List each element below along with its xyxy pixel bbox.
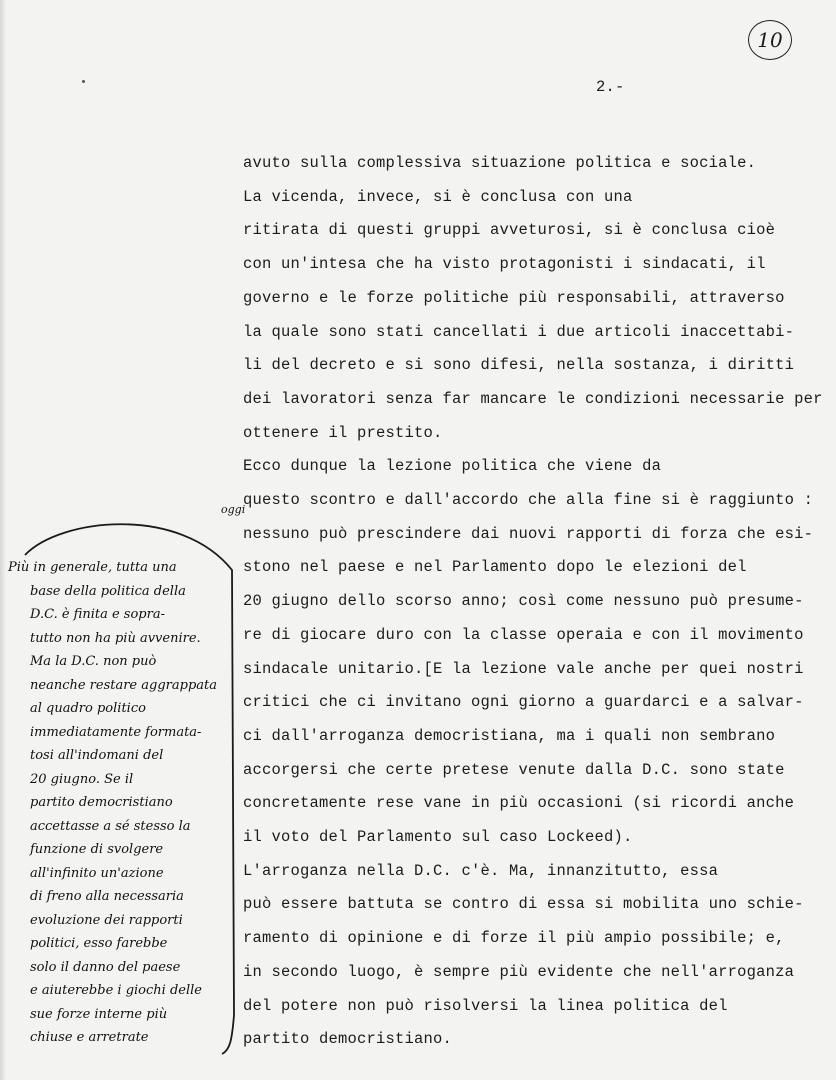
body-line: governo e le forze politiche più responsabili, attraverso [243,288,785,307]
margin-note-line: D.C. è finita e sopra- [30,607,165,622]
body-line: la quale sono stati cancellati i due articoli inaccettabi- [243,322,795,341]
body-line: sindacale unitario.[E la lezione vale anche per quei nostri [243,659,804,678]
handwritten-margin-note [0,510,243,1055]
body-line: in secondo luogo, è sempre più evidente che nell'arroganza [243,962,795,981]
body-line: La vicenda, invece, si è conclusa con una [243,187,633,206]
body-line: il voto del Parlamento sul caso Lockeed). [243,828,633,846]
body-line: dei lavoratori senza far mancare le condizioni necessarie per [243,389,823,408]
body-line: critici che ci invitano ogni giorno a guardarci e a salvar- [243,693,804,712]
body-line: re di giocare duro con la classe operaia e con il movimento [243,625,804,644]
body-line: Ecco dunque la lezione politica che viene da [243,457,662,476]
stray-mark [82,80,85,83]
margin-note-line: funzione di svolgere [30,842,164,857]
margin-note-line: all'infinito un'azione [30,865,164,881]
body-line: può essere battuta se contro di essa si mobilita uno schie- [243,895,804,914]
margin-note-line: 20 giugno. Se il [30,771,134,787]
margin-note-line: politici, esso farebbe [30,936,168,951]
body-line: li del decreto e si sono difesi, nella sostanza, i diritti [243,356,795,375]
margin-note-line: Ma la D.C. non può [30,654,157,669]
margin-note-line: partito democristiano [30,795,173,810]
body-line: ci dall'arroganza democristiana, ma i quali non sembrano [243,726,776,745]
body-line: accorgersi che certe pretese venute dalla D.C. sono state [243,760,785,779]
margin-note-line: accettasse a sé stesso la [30,818,191,834]
margin-note-line: immediatamente formata- [30,724,202,740]
margin-note-line: tutto non ha più avvenire. [30,630,201,646]
body-line: L'arroganza nella D.C. c'è. Ma, innanzitutto, essa [243,861,719,880]
body-line: concretamente rese vane in più occasioni (si ricordi anche [243,794,795,813]
body-line: ottenere il prestito. [243,423,443,442]
body-line: stono nel paese e nel Parlamento dopo le elezioni del [243,558,747,577]
handwritten-insert-oggi: oggi [221,503,246,516]
page-number: 2.- [596,78,625,96]
body-line: con un'intesa che ha visto protagonisti i sindacati, il [243,255,766,274]
body-line: avuto sulla complessiva situazione politica e sociale. [243,154,757,172]
margin-note-line: di freno alla necessaria [30,889,184,904]
body-line: ramento di opinione e di forze il più ampio possibile; e, [243,929,785,948]
body-line: nessuno può prescindere dai nuovi rapporti di forza che esi- [243,524,814,543]
margin-note-line: solo il danno del paese [30,959,181,975]
margin-note-line: sue forze interne più [30,1006,168,1022]
body-line: 20 giugno dello scorso anno; così come nessuno può presume- [243,592,804,611]
margin-note-line: e aiuterebbe i giochi delle [30,983,202,998]
margin-note-line: evoluzione dei rapporti [30,912,183,928]
body-line: partito democristiano. [243,1030,453,1049]
margin-note-line: chiuse e arretrate [30,1030,149,1045]
body-line: questo scontro e dall'accordo che alla fine si è raggiunto : [243,491,814,509]
margin-note-line: Più in generale, tutta una [8,560,177,575]
margin-note-line: neanche restare aggrappata [30,677,217,693]
body-line: del potere non può risolversi la linea politica del [243,996,728,1015]
margin-note-line: al quadro politico [30,701,146,716]
page-stamp-circled-number: 10 [748,20,792,60]
body-line: ritirata di questi gruppi avveturosi, si è conclusa cioè [243,221,776,240]
margin-note-line: tosi all'indomani del [30,748,164,763]
margin-note-line: base della politica della [30,583,186,599]
